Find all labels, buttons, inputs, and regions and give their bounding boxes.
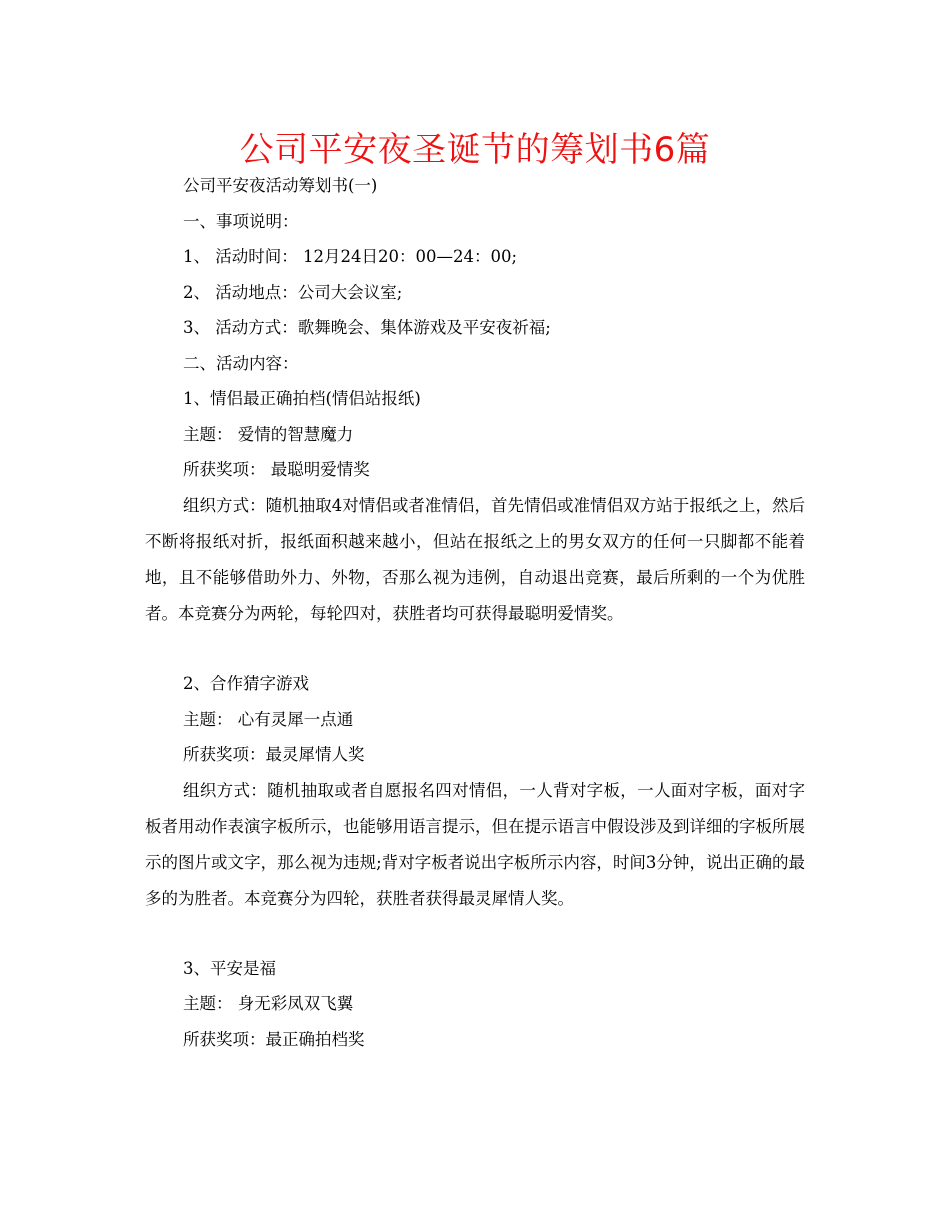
document-title: 公司平安夜圣诞节的筹划书6篇 — [239, 130, 711, 170]
subtitle: 公司平安夜活动筹划书(一) — [183, 176, 378, 195]
game-2-theme: 主题： 心有灵犀一点通 — [183, 710, 354, 729]
game-1-rules: 组织方式：随机抽取4对情侣或者准情侣，首先情侣或准情侣双方站于报纸之上，然后不断将报纸对折，报纸面积越来越小，但站在报纸之上的男女双方的任何一只脚都不能着地，且不能够借助外力、外物，否那么视为违例，自动退出竞赛，最后所剩的一个为优胜者。本竞赛分为两轮，每轮四对，获胜者均可获得最聪明爱情奖。 — [145, 496, 805, 623]
game-1-award: 所获奖项： 最聪明爱情奖 — [183, 460, 370, 479]
item-activity-time: 1、 活动时间： 12月24日20：00—24：00; — [183, 247, 518, 266]
section-heading-2: 二、活动内容： — [183, 354, 299, 373]
game-3-name: 3、平安是福 — [183, 959, 276, 978]
game-3-theme: 主题： 身无彩凤双飞翼 — [183, 994, 354, 1013]
game-1-theme: 主题： 爱情的智慧魔力 — [183, 425, 354, 444]
game-2-award: 所获奖项：最灵犀情人奖 — [183, 745, 365, 764]
game-2-rules: 组织方式：随机抽取或者自愿报名四对情侣，一人背对字板，一人面对字板，面对字板者用动作表演字板所示，也能够用语言提示，但在提示语言中假设涉及到详细的字板所展示的图片或文字，那么视为违规;背对字板者说出字板所示内容，时间3分钟，说出正确的最多的为胜者。本竞赛分为四轮，获胜者获得最灵犀情人奖。 — [145, 781, 805, 908]
game-3-award: 所获奖项：最正确拍档奖 — [183, 1030, 365, 1049]
game-2-name: 2、合作猜字游戏 — [183, 674, 309, 693]
item-activity-method: 3、 活动方式：歌舞晚会、集体游戏及平安夜祈福; — [183, 318, 551, 337]
item-activity-place: 2、 活动地点：公司大会议室; — [183, 283, 403, 302]
game-1-name: 1、情侣最正确拍档(情侣站报纸) — [183, 389, 421, 408]
section-heading-1: 一、事项说明： — [183, 212, 299, 231]
